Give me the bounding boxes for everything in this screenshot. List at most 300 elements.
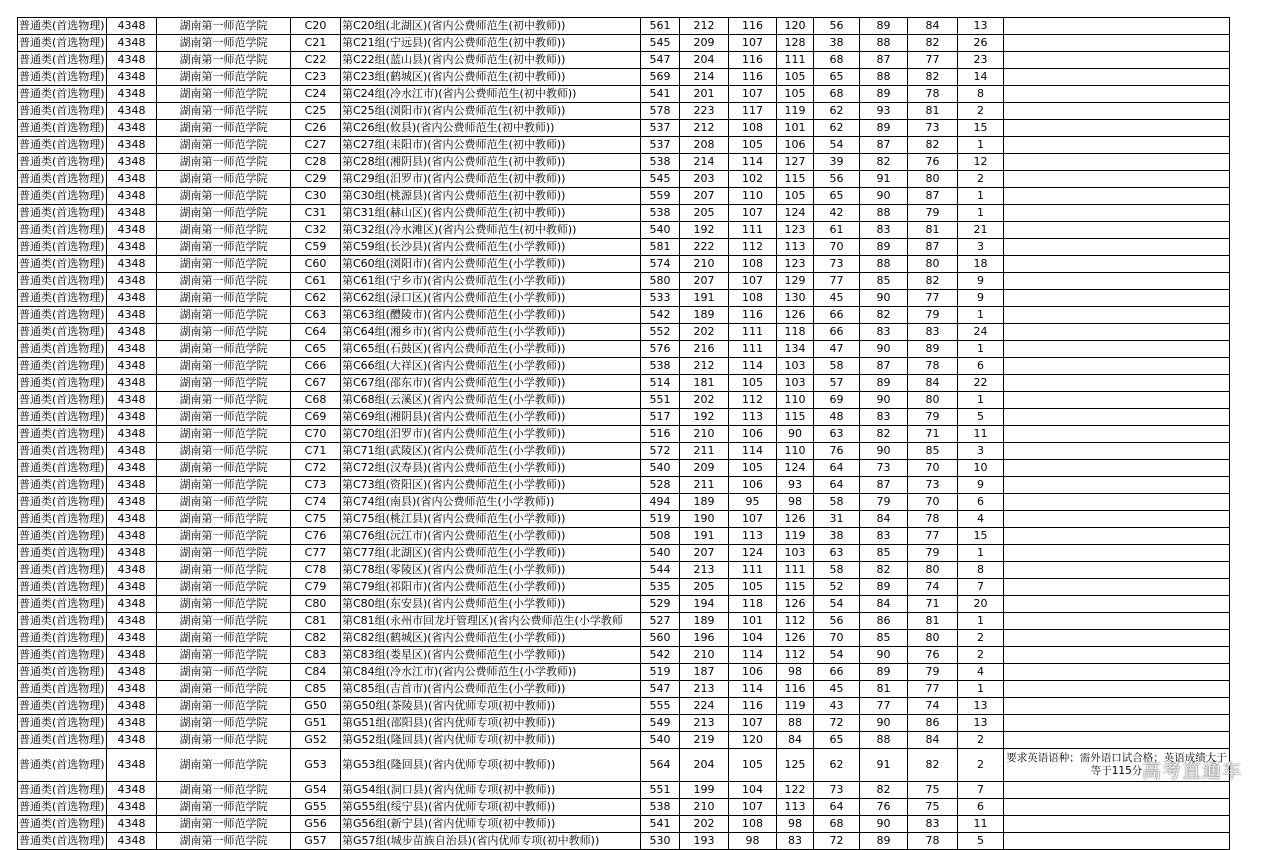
- table-row: [18, 681, 1230, 698]
- score-cell: 89: [860, 86, 908, 103]
- score-cell: 203: [680, 171, 729, 188]
- score-cell: 128: [777, 35, 814, 52]
- total-score-cell: 576: [641, 341, 680, 358]
- school-cell: 湖南第一师范学院: [157, 562, 291, 579]
- group-code-cell: G51: [291, 715, 341, 732]
- score-cell: 108: [729, 816, 777, 833]
- score-cell: 90: [860, 647, 908, 664]
- score-cell: 123: [777, 256, 814, 273]
- score-cell: 213: [680, 562, 729, 579]
- category-cell: 普通类(首选物理): [18, 120, 107, 137]
- score-cell: 187: [680, 664, 729, 681]
- table-row: [18, 494, 1230, 511]
- school-cell: 湖南第一师范学院: [157, 222, 291, 239]
- score-cell: 89: [860, 375, 908, 392]
- group-code-cell: C24: [291, 86, 341, 103]
- group-name-cell: 第C78组(零陵区)(省内公费师范生(小学教师)): [341, 562, 641, 579]
- code-cell: 4348: [107, 732, 157, 749]
- code-cell: 4348: [107, 137, 157, 154]
- score-cell: 209: [680, 35, 729, 52]
- score-cell: 106: [729, 664, 777, 681]
- note-cell: [1004, 613, 1230, 630]
- code-cell: 4348: [107, 188, 157, 205]
- note-cell: [1004, 698, 1230, 715]
- score-cell: 88: [860, 69, 908, 86]
- score-cell: 107: [729, 273, 777, 290]
- score-cell: 89: [908, 341, 958, 358]
- score-cell: 196: [680, 630, 729, 647]
- table-row: [18, 307, 1230, 324]
- score-cell: 88: [777, 715, 814, 732]
- school-cell: 湖南第一师范学院: [157, 120, 291, 137]
- table-row: [18, 154, 1230, 171]
- group-name-cell: 第C73组(资阳区)(省内公费师范生(小学教师)): [341, 477, 641, 494]
- score-cell: 108: [729, 290, 777, 307]
- school-cell: 湖南第一师范学院: [157, 443, 291, 460]
- score-cell: 126: [777, 630, 814, 647]
- category-cell: 普通类(首选物理): [18, 596, 107, 613]
- note-cell: [1004, 18, 1230, 35]
- score-cell: 214: [680, 69, 729, 86]
- score-cell: 70: [908, 494, 958, 511]
- group-name-cell: 第C64组(湘乡市)(省内公费师范生(小学教师)): [341, 324, 641, 341]
- score-cell: 75: [908, 799, 958, 816]
- group-code-cell: C31: [291, 205, 341, 222]
- score-cell: 83: [860, 222, 908, 239]
- group-code-cell: C62: [291, 290, 341, 307]
- group-code-cell: C29: [291, 171, 341, 188]
- code-cell: 4348: [107, 749, 157, 782]
- school-cell: 湖南第一师范学院: [157, 647, 291, 664]
- school-cell: 湖南第一师范学院: [157, 799, 291, 816]
- score-cell: 86: [860, 613, 908, 630]
- score-cell: 115: [777, 171, 814, 188]
- score-cell: 79: [908, 307, 958, 324]
- score-cell: 113: [729, 409, 777, 426]
- score-cell: 78: [908, 511, 958, 528]
- note-cell: [1004, 647, 1230, 664]
- score-cell: 71: [908, 596, 958, 613]
- total-score-cell: 549: [641, 715, 680, 732]
- code-cell: 4348: [107, 596, 157, 613]
- score-cell: 205: [680, 579, 729, 596]
- table-row: [18, 69, 1230, 86]
- total-score-cell: 517: [641, 409, 680, 426]
- score-cell: 108: [729, 256, 777, 273]
- category-cell: 普通类(首选物理): [18, 816, 107, 833]
- note-cell: [1004, 545, 1230, 562]
- school-cell: 湖南第一师范学院: [157, 137, 291, 154]
- score-cell: 66: [814, 664, 860, 681]
- code-cell: 4348: [107, 579, 157, 596]
- table-row: [18, 52, 1230, 69]
- score-cell: 112: [777, 613, 814, 630]
- total-score-cell: 540: [641, 460, 680, 477]
- note-cell: [1004, 52, 1230, 69]
- school-cell: 湖南第一师范学院: [157, 35, 291, 52]
- score-cell: 210: [680, 256, 729, 273]
- rank-cell: 1: [958, 613, 1004, 630]
- score-cell: 65: [814, 188, 860, 205]
- note-cell: [1004, 477, 1230, 494]
- score-cell: 124: [777, 205, 814, 222]
- score-cell: 76: [814, 443, 860, 460]
- score-cell: 82: [860, 562, 908, 579]
- code-cell: 4348: [107, 392, 157, 409]
- score-cell: 98: [777, 816, 814, 833]
- total-score-cell: 535: [641, 579, 680, 596]
- school-cell: 湖南第一师范学院: [157, 205, 291, 222]
- category-cell: 普通类(首选物理): [18, 664, 107, 681]
- score-cell: 189: [680, 307, 729, 324]
- total-score-cell: 545: [641, 35, 680, 52]
- score-cell: 181: [680, 375, 729, 392]
- school-cell: 湖南第一师范学院: [157, 69, 291, 86]
- note-cell: [1004, 171, 1230, 188]
- score-cell: 213: [680, 681, 729, 698]
- group-name-cell: 第C22组(蓝山县)(省内公费师范生(初中教师)): [341, 52, 641, 69]
- total-score-cell: 544: [641, 562, 680, 579]
- table-row: [18, 511, 1230, 528]
- score-cell: 213: [680, 715, 729, 732]
- group-code-cell: C72: [291, 460, 341, 477]
- score-cell: 84: [777, 732, 814, 749]
- school-cell: 湖南第一师范学院: [157, 426, 291, 443]
- score-cell: 84: [860, 596, 908, 613]
- rank-cell: 2: [958, 647, 1004, 664]
- table-row: [18, 528, 1230, 545]
- score-cell: 116: [729, 307, 777, 324]
- category-cell: 普通类(首选物理): [18, 324, 107, 341]
- code-cell: 4348: [107, 273, 157, 290]
- school-cell: 湖南第一师范学院: [157, 409, 291, 426]
- category-cell: 普通类(首选物理): [18, 460, 107, 477]
- group-code-cell: C68: [291, 392, 341, 409]
- group-name-cell: 第C31组(赫山区)(省内公费师范生(初中教师)): [341, 205, 641, 222]
- total-score-cell: 551: [641, 392, 680, 409]
- score-cell: 81: [908, 103, 958, 120]
- score-cell: 77: [908, 290, 958, 307]
- category-cell: 普通类(首选物理): [18, 154, 107, 171]
- total-score-cell: 547: [641, 681, 680, 698]
- rank-cell: 13: [958, 715, 1004, 732]
- score-cell: 201: [680, 86, 729, 103]
- group-code-cell: G54: [291, 782, 341, 799]
- code-cell: 4348: [107, 460, 157, 477]
- score-cell: 207: [680, 545, 729, 562]
- score-cell: 39: [814, 154, 860, 171]
- score-cell: 212: [680, 18, 729, 35]
- rank-cell: 24: [958, 324, 1004, 341]
- code-cell: 4348: [107, 698, 157, 715]
- table-row: [18, 392, 1230, 409]
- total-score-cell: 551: [641, 782, 680, 799]
- score-cell: 111: [777, 52, 814, 69]
- score-cell: 216: [680, 341, 729, 358]
- score-cell: 210: [680, 426, 729, 443]
- score-cell: 107: [729, 35, 777, 52]
- score-cell: 65: [814, 69, 860, 86]
- code-cell: 4348: [107, 426, 157, 443]
- school-cell: 湖南第一师范学院: [157, 154, 291, 171]
- rank-cell: 2: [958, 630, 1004, 647]
- school-cell: 湖南第一师范学院: [157, 341, 291, 358]
- score-cell: 80: [908, 630, 958, 647]
- total-score-cell: 559: [641, 188, 680, 205]
- table-row: [18, 477, 1230, 494]
- code-cell: 4348: [107, 358, 157, 375]
- score-cell: 219: [680, 732, 729, 749]
- school-cell: 湖南第一师范学院: [157, 324, 291, 341]
- score-cell: 68: [814, 86, 860, 103]
- total-score-cell: 538: [641, 799, 680, 816]
- score-cell: 68: [814, 816, 860, 833]
- score-cell: 82: [860, 426, 908, 443]
- group-code-cell: C76: [291, 528, 341, 545]
- total-score-cell: 552: [641, 324, 680, 341]
- table-row: [18, 749, 1230, 782]
- total-score-cell: 540: [641, 732, 680, 749]
- score-cell: 89: [860, 18, 908, 35]
- score-cell: 192: [680, 409, 729, 426]
- score-cell: 56: [814, 613, 860, 630]
- score-cell: 111: [729, 341, 777, 358]
- group-name-cell: 第G53组(隆回县)(省内优师专项(初中教师)): [341, 749, 641, 782]
- note-cell: [1004, 816, 1230, 833]
- score-cell: 54: [814, 596, 860, 613]
- group-code-cell: G56: [291, 816, 341, 833]
- score-cell: 130: [777, 290, 814, 307]
- school-cell: 湖南第一师范学院: [157, 52, 291, 69]
- note-cell: [1004, 460, 1230, 477]
- rank-cell: 7: [958, 782, 1004, 799]
- score-cell: 61: [814, 222, 860, 239]
- rank-cell: 21: [958, 222, 1004, 239]
- group-code-cell: C75: [291, 511, 341, 528]
- score-cell: 106: [729, 426, 777, 443]
- score-cell: 105: [777, 86, 814, 103]
- school-cell: 湖南第一师范学院: [157, 239, 291, 256]
- score-cell: 104: [729, 630, 777, 647]
- category-cell: 普通类(首选物理): [18, 799, 107, 816]
- rank-cell: 11: [958, 426, 1004, 443]
- score-cell: 112: [777, 647, 814, 664]
- category-cell: 普通类(首选物理): [18, 239, 107, 256]
- score-cell: 77: [908, 528, 958, 545]
- score-cell: 98: [777, 494, 814, 511]
- score-cell: 114: [729, 647, 777, 664]
- category-cell: 普通类(首选物理): [18, 290, 107, 307]
- code-cell: 4348: [107, 477, 157, 494]
- code-cell: 4348: [107, 86, 157, 103]
- rank-cell: 3: [958, 239, 1004, 256]
- score-cell: 89: [860, 239, 908, 256]
- total-score-cell: 542: [641, 307, 680, 324]
- score-cell: 224: [680, 698, 729, 715]
- table-row: [18, 256, 1230, 273]
- score-cell: 105: [729, 460, 777, 477]
- category-cell: 普通类(首选物理): [18, 18, 107, 35]
- code-cell: 4348: [107, 782, 157, 799]
- score-cell: 211: [680, 443, 729, 460]
- group-name-cell: 第C25组(浏阳市)(省内公费师范生(初中教师)): [341, 103, 641, 120]
- group-code-cell: G55: [291, 799, 341, 816]
- score-cell: 105: [729, 375, 777, 392]
- school-cell: 湖南第一师范学院: [157, 833, 291, 850]
- score-cell: 87: [860, 477, 908, 494]
- score-cell: 82: [908, 35, 958, 52]
- score-cell: 38: [814, 528, 860, 545]
- score-cell: 115: [777, 409, 814, 426]
- score-cell: 88: [860, 256, 908, 273]
- code-cell: 4348: [107, 239, 157, 256]
- score-cell: 212: [680, 120, 729, 137]
- score-cell: 85: [860, 630, 908, 647]
- table-row: [18, 630, 1230, 647]
- group-code-cell: C23: [291, 69, 341, 86]
- school-cell: 湖南第一师范学院: [157, 749, 291, 782]
- score-cell: 125: [777, 749, 814, 782]
- score-cell: 81: [908, 222, 958, 239]
- score-cell: 211: [680, 477, 729, 494]
- score-cell: 73: [814, 256, 860, 273]
- code-cell: 4348: [107, 324, 157, 341]
- table-row: [18, 426, 1230, 443]
- table-row: [18, 35, 1230, 52]
- group-name-cell: 第G51组(邵阳县)(省内优师专项(初中教师)): [341, 715, 641, 732]
- score-cell: 76: [908, 647, 958, 664]
- group-code-cell: G50: [291, 698, 341, 715]
- total-score-cell: 516: [641, 426, 680, 443]
- group-name-cell: 第G56组(新宁县)(省内优师专项(初中教师)): [341, 816, 641, 833]
- note-cell: [1004, 511, 1230, 528]
- score-cell: 85: [860, 545, 908, 562]
- category-cell: 普通类(首选物理): [18, 732, 107, 749]
- note-cell: [1004, 799, 1230, 816]
- school-cell: 湖南第一师范学院: [157, 732, 291, 749]
- group-code-cell: C60: [291, 256, 341, 273]
- note-cell: [1004, 579, 1230, 596]
- score-cell: 79: [860, 494, 908, 511]
- score-cell: 110: [729, 188, 777, 205]
- table-row: [18, 443, 1230, 460]
- score-cell: 81: [860, 681, 908, 698]
- score-cell: 210: [680, 799, 729, 816]
- score-cell: 118: [777, 324, 814, 341]
- watermark: 高考直通车: [1142, 760, 1243, 782]
- score-cell: 43: [814, 698, 860, 715]
- table-row: [18, 545, 1230, 562]
- score-cell: 191: [680, 528, 729, 545]
- score-cell: 117: [729, 103, 777, 120]
- score-cell: 89: [860, 664, 908, 681]
- note-cell: [1004, 341, 1230, 358]
- score-cell: 47: [814, 341, 860, 358]
- total-score-cell: 540: [641, 222, 680, 239]
- score-cell: 90: [860, 392, 908, 409]
- score-cell: 202: [680, 392, 729, 409]
- note-cell: [1004, 273, 1230, 290]
- score-cell: 222: [680, 239, 729, 256]
- score-cell: 90: [860, 443, 908, 460]
- score-cell: 77: [908, 681, 958, 698]
- category-cell: 普通类(首选物理): [18, 52, 107, 69]
- score-cell: 107: [729, 799, 777, 816]
- score-cell: 82: [908, 749, 958, 782]
- category-cell: 普通类(首选物理): [18, 562, 107, 579]
- total-score-cell: 542: [641, 647, 680, 664]
- group-name-cell: 第C80组(东安县)(省内公费师范生(小学教师)): [341, 596, 641, 613]
- group-code-cell: C65: [291, 341, 341, 358]
- score-cell: 90: [860, 341, 908, 358]
- group-name-cell: 第C77组(北湖区)(省内公费师范生(小学教师)): [341, 545, 641, 562]
- group-code-cell: C80: [291, 596, 341, 613]
- score-cell: 89: [860, 579, 908, 596]
- score-cell: 84: [908, 18, 958, 35]
- score-cell: 74: [908, 579, 958, 596]
- group-name-cell: 第C24组(冷水江市)(省内公费师范生(初中教师)): [341, 86, 641, 103]
- score-cell: 79: [908, 205, 958, 222]
- group-code-cell: C83: [291, 647, 341, 664]
- score-cell: 66: [814, 324, 860, 341]
- group-code-cell: C71: [291, 443, 341, 460]
- score-cell: 90: [860, 188, 908, 205]
- group-code-cell: C25: [291, 103, 341, 120]
- score-cell: 107: [729, 86, 777, 103]
- score-cell: 91: [860, 749, 908, 782]
- score-cell: 82: [860, 154, 908, 171]
- rank-cell: 4: [958, 511, 1004, 528]
- group-name-cell: 第C79组(祁阳市)(省内公费师范生(小学教师)): [341, 579, 641, 596]
- table-row: [18, 647, 1230, 664]
- score-cell: 108: [729, 120, 777, 137]
- score-cell: 83: [860, 528, 908, 545]
- score-cell: 111: [729, 562, 777, 579]
- table-body: [18, 18, 1230, 850]
- score-cell: 105: [729, 579, 777, 596]
- total-score-cell: 537: [641, 120, 680, 137]
- score-cell: 205: [680, 205, 729, 222]
- score-cell: 31: [814, 511, 860, 528]
- score-cell: 207: [680, 188, 729, 205]
- group-name-cell: 第C68组(云溪区)(省内公费师范生(小学教师)): [341, 392, 641, 409]
- total-score-cell: 494: [641, 494, 680, 511]
- score-cell: 64: [814, 477, 860, 494]
- score-cell: 85: [908, 443, 958, 460]
- score-cell: 69: [814, 392, 860, 409]
- note-cell: [1004, 154, 1230, 171]
- group-code-cell: C30: [291, 188, 341, 205]
- score-cell: 80: [908, 256, 958, 273]
- category-cell: 普通类(首选物理): [18, 273, 107, 290]
- group-name-cell: 第C59组(长沙县)(省内公费师范生(小学教师)): [341, 239, 641, 256]
- score-cell: 124: [777, 460, 814, 477]
- category-cell: 普通类(首选物理): [18, 137, 107, 154]
- score-cell: 107: [729, 715, 777, 732]
- score-cell: 116: [729, 69, 777, 86]
- category-cell: 普通类(首选物理): [18, 511, 107, 528]
- code-cell: 4348: [107, 613, 157, 630]
- school-cell: 湖南第一师范学院: [157, 613, 291, 630]
- note-cell: [1004, 35, 1230, 52]
- score-cell: 114: [729, 443, 777, 460]
- total-score-cell: 538: [641, 154, 680, 171]
- category-cell: 普通类(首选物理): [18, 715, 107, 732]
- group-code-cell: G52: [291, 732, 341, 749]
- rank-cell: 26: [958, 35, 1004, 52]
- category-cell: 普通类(首选物理): [18, 630, 107, 647]
- table-row: [18, 18, 1230, 35]
